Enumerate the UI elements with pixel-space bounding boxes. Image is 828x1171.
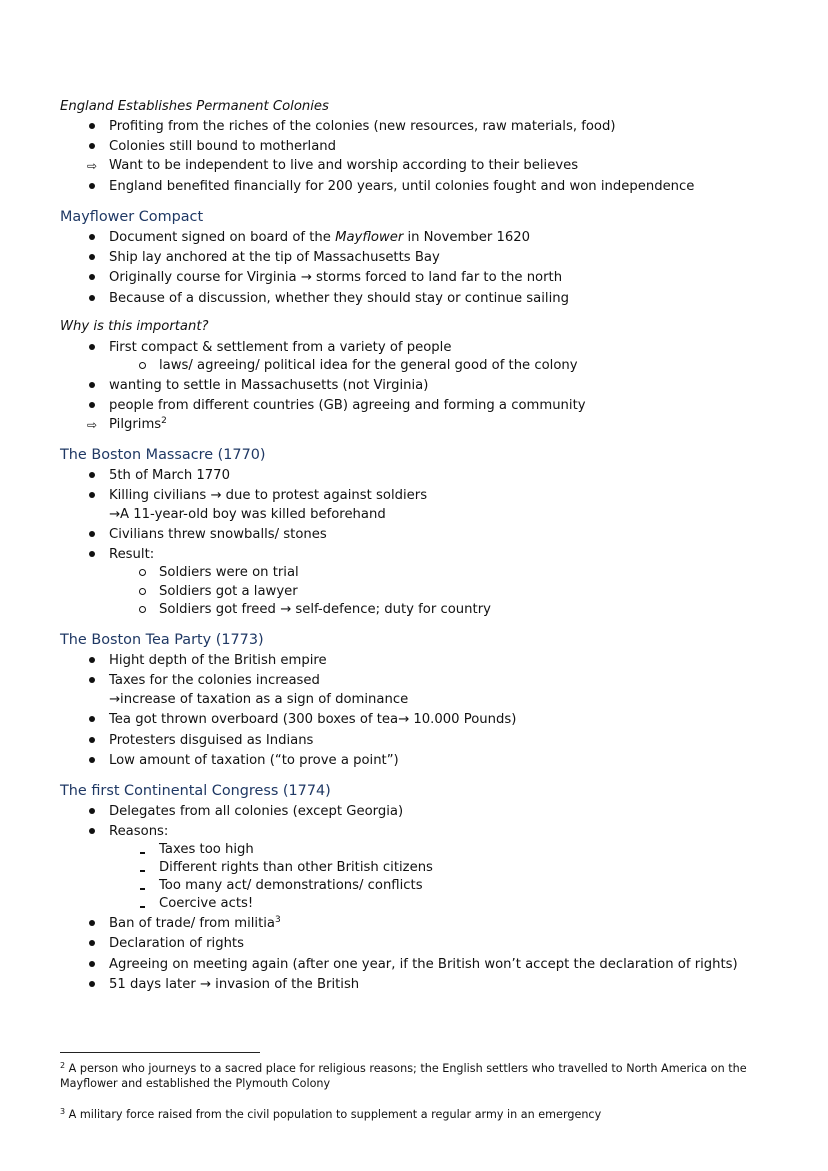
list-item: Civilians threw snowballs/ stones bbox=[82, 526, 327, 544]
list-item: Coercive acts! bbox=[132, 895, 253, 913]
section-title-massacre: The Boston Massacre (1770) bbox=[60, 447, 266, 463]
list-item: First compact & settlement from a variety of people bbox=[82, 339, 451, 357]
list-item: Colonies still bound to motherland bbox=[82, 138, 336, 156]
list-item-continuation: →increase of taxation as a sign of dominance bbox=[109, 692, 409, 707]
section-title-congress: The first Continental Congress (1774) bbox=[60, 783, 331, 799]
list-item-continuation: →A 11-year-old boy was killed beforehand bbox=[109, 507, 386, 522]
list-item: 51 days later → invasion of the British bbox=[82, 976, 359, 994]
arrow-bullet-icon: ⇨ bbox=[86, 159, 98, 173]
list-item: Originally course for Virginia → storms forced to land far to the north bbox=[82, 269, 562, 287]
list-item: people from different countries (GB) agreeing and forming a community bbox=[82, 397, 586, 415]
list-item: Too many act/ demonstrations/ conflicts bbox=[132, 877, 423, 895]
arrow-bullet-icon: ⇨ bbox=[86, 418, 98, 432]
list-item: ⇨ Want to be independent to live and worship according to their believes bbox=[82, 157, 578, 175]
list-item: Ban of trade/ from militia$^3$ bbox=[82, 915, 281, 933]
list-item: Taxes too high bbox=[132, 841, 254, 859]
footnote-separator bbox=[60, 1052, 260, 1053]
list-item: Because of a discussion, whether they should stay or continue sailing bbox=[82, 290, 569, 308]
list-item: Protesters disguised as Indians bbox=[82, 732, 313, 750]
list-item: Hight depth of the British empire bbox=[82, 652, 327, 670]
list-item: Soldiers got a lawyer bbox=[132, 583, 298, 601]
list-item: Agreeing on meeting again (after one year, if the British won’t accept the declaration of rights) bbox=[82, 956, 738, 974]
section-title-mayflower: Mayflower Compact bbox=[60, 209, 204, 225]
list-item: wanting to settle in Massachusetts (not Virginia) bbox=[82, 377, 428, 395]
list-item: 5th of March 1770 bbox=[82, 467, 230, 485]
list-item: Profiting from the riches of the colonies (new resources, raw materials, food) bbox=[82, 118, 616, 136]
list-item: Declaration of rights bbox=[82, 935, 244, 953]
list-item: England benefited financially for 200 years, until colonies fought and won independence bbox=[82, 178, 694, 196]
list-item: Different rights than other British citizens bbox=[132, 859, 433, 877]
list-item: ⇨ Pilgrims$^2$ bbox=[82, 416, 167, 434]
list-item: Taxes for the colonies increased bbox=[82, 672, 320, 690]
footnote-ref[interactable]: 3 bbox=[275, 915, 281, 925]
list-item: Document signed on board of the Mayflower in November 1620 bbox=[82, 229, 530, 247]
list-item: Result: bbox=[82, 546, 154, 564]
list-item: Ship lay anchored at the tip of Massachusetts Bay bbox=[82, 249, 440, 267]
footnote: $^3$ A military force raised from the civil population to supplement a regular army in an emergency bbox=[60, 1107, 602, 1121]
section-title-colonies: England Establishes Permanent Colonies bbox=[60, 99, 329, 114]
section-title-teaparty: The Boston Tea Party (1773) bbox=[60, 632, 264, 648]
list-item: Killing civilians → due to protest against soldiers bbox=[82, 487, 427, 505]
section-title-important: Why is this important? bbox=[60, 319, 209, 334]
footnote-ref[interactable]: 2 bbox=[161, 416, 167, 426]
list-item: laws/ agreeing/ political idea for the general good of the colony bbox=[132, 357, 578, 375]
footnote: $^2$ A person who journeys to a sacred place for religious reasons; the English settlers who travelled to North America on the Mayflower and established the Plymouth Colony bbox=[60, 1061, 747, 1090]
list-item: Reasons: bbox=[82, 823, 168, 841]
list-item: Soldiers got freed → self-defence; duty for country bbox=[132, 601, 491, 619]
list-item: Delegates from all colonies (except Georgia) bbox=[82, 803, 403, 821]
list-item: Soldiers were on trial bbox=[132, 564, 299, 582]
list-item: Low amount of taxation (“to prove a point”) bbox=[82, 752, 399, 770]
list-item: Tea got thrown overboard (300 boxes of tea→ 10.000 Pounds) bbox=[82, 711, 516, 729]
